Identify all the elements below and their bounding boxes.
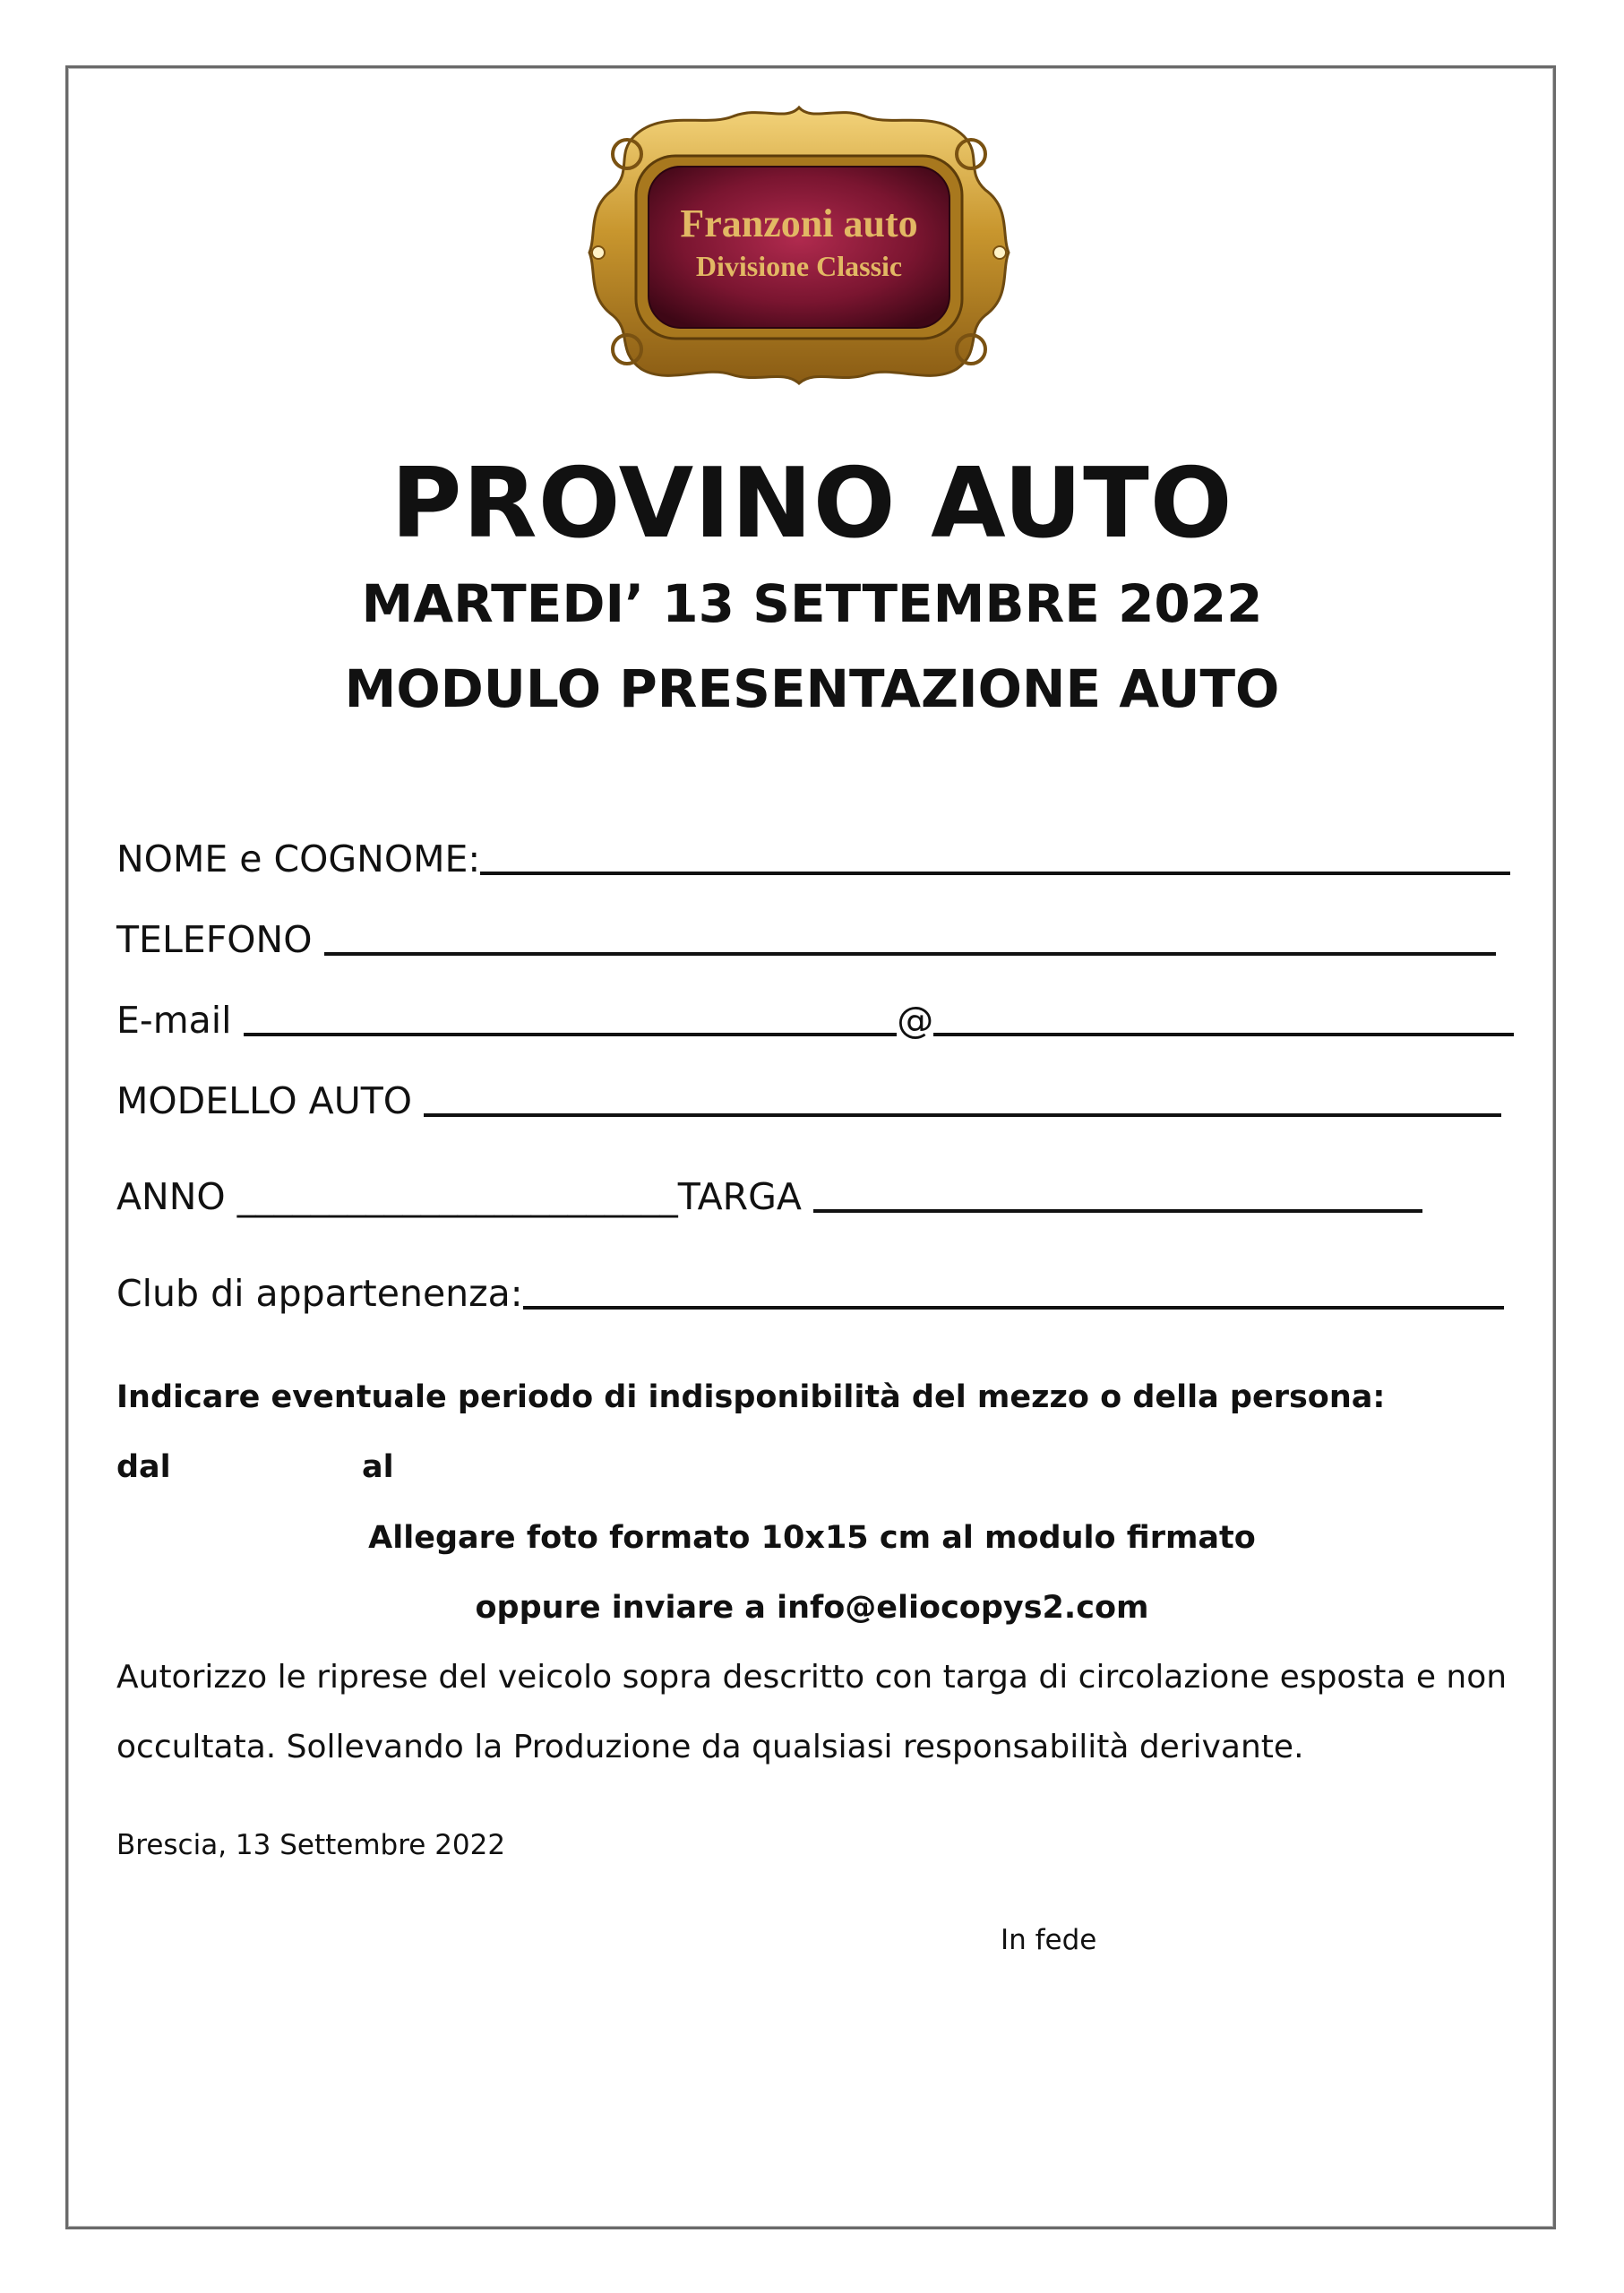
signature-label: In fede bbox=[1001, 1924, 1097, 1956]
logo-emblem-icon bbox=[580, 100, 1018, 387]
event-date: MARTEDI’ 13 SETTEMBRE 2022 bbox=[361, 573, 1263, 634]
model-label: MODELLO AUTO bbox=[116, 1079, 413, 1122]
authorization-line-1: Autorizzo le riprese del veicolo sopra descritto con targa di circolazione esposta e non bbox=[116, 1659, 1508, 1696]
availability-to-field[interactable] bbox=[403, 1444, 672, 1487]
plate-label: TARGA bbox=[677, 1175, 802, 1218]
name-field[interactable] bbox=[480, 872, 1510, 875]
club-row bbox=[116, 1263, 1514, 1317]
name-row bbox=[116, 829, 1514, 882]
availability-from-field[interactable] bbox=[179, 1444, 349, 1487]
model-row bbox=[116, 1070, 1514, 1124]
club-label: Club di appartenenza: bbox=[116, 1272, 523, 1315]
attachment-email: oppure inviare a info@eliocopys2.com bbox=[475, 1590, 1149, 1626]
page-title: PROVINO AUTO bbox=[391, 448, 1233, 560]
year-plate-row bbox=[116, 1166, 1514, 1220]
logo-line2: Divisione Classic bbox=[695, 250, 903, 282]
availability-to-label: al bbox=[362, 1449, 394, 1485]
club-field[interactable] bbox=[523, 1306, 1504, 1310]
page-border bbox=[65, 65, 1556, 2229]
place-date: Brescia, 13 Settembre 2022 bbox=[116, 1829, 506, 1861]
authorization-line-2: occultata. Sollevando la Produzione da qualsiasi responsabilità derivante. bbox=[116, 1729, 1304, 1765]
email-user-field[interactable] bbox=[244, 1033, 898, 1036]
email-domain-field[interactable] bbox=[933, 1033, 1514, 1036]
logo-line1: Franzoni auto bbox=[680, 202, 918, 245]
email-label: E-mail bbox=[116, 999, 232, 1042]
email-row bbox=[116, 990, 1514, 1043]
year-field[interactable]: ________________________ bbox=[236, 1175, 678, 1218]
name-label: NOME e COGNOME: bbox=[116, 837, 481, 880]
model-field[interactable] bbox=[424, 1113, 1501, 1117]
phone-field[interactable] bbox=[324, 952, 1496, 956]
attachment-instruction: Allegare foto formato 10x15 cm al modulo firmato bbox=[368, 1520, 1256, 1556]
signature-area[interactable] bbox=[896, 1971, 1344, 2078]
availability-from-label: dal bbox=[116, 1449, 171, 1485]
email-at-sign: @ bbox=[897, 999, 934, 1042]
phone-label: TELEFONO bbox=[116, 918, 313, 961]
franzoni-logo bbox=[580, 100, 1018, 387]
plate-field[interactable] bbox=[813, 1209, 1422, 1213]
form-subtitle: MODULO PRESENTAZIONE AUTO bbox=[344, 658, 1280, 719]
phone-row bbox=[116, 909, 1496, 963]
year-label: ANNO bbox=[116, 1175, 226, 1218]
availability-prompt: Indicare eventuale periodo di indisponibilità del mezzo o della persona: bbox=[116, 1379, 1386, 1415]
